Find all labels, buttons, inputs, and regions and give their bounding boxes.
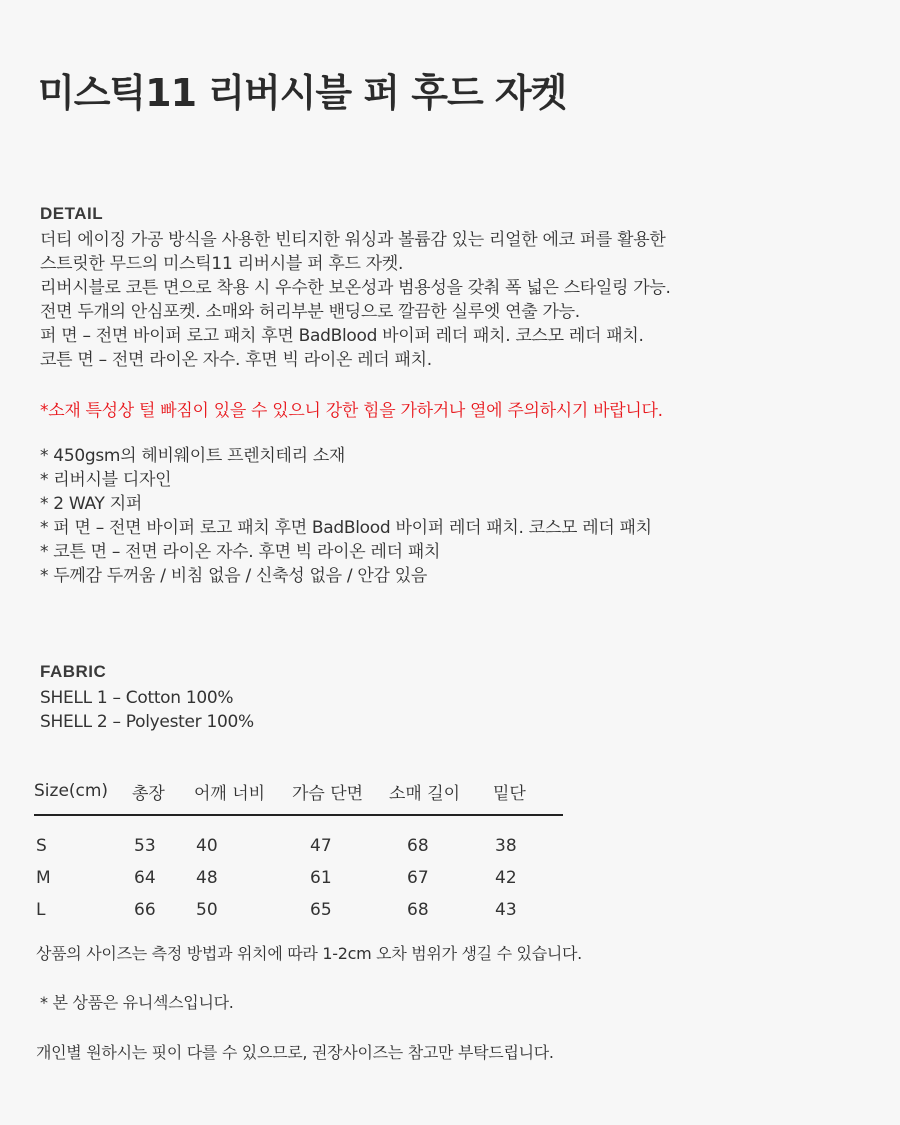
measurement-note: 상품의 사이즈는 측정 방법과 위치에 따라 1-2cm 오차 범위가 생길 수 있습니다.	[36, 944, 582, 963]
table-cell: M	[36, 868, 51, 888]
detail-line: 전면 두개의 안심포켓. 소매와 허리부분 밴딩으로 깔끔한 실루엣 연출 가능.	[40, 302, 580, 322]
size-table	[34, 778, 563, 926]
feature-item: * 450gsm의 헤비웨이트 프렌치테리 소재	[40, 446, 346, 466]
table-cell: 40	[196, 836, 218, 856]
fabric-heading: FABRIC	[40, 662, 107, 681]
fit-note: 개인별 원하시는 핏이 다를 수 있으므로, 권장사이즈는 참고만 부탁드립니다.	[36, 1043, 554, 1062]
table-cell: 48	[196, 868, 218, 888]
table-cell: 68	[407, 836, 429, 856]
table-cell: 50	[196, 900, 218, 920]
header-length: 총장	[132, 783, 165, 804]
detail-line: 더티 에이징 가공 방식을 사용한 빈티지한 워싱과 볼륨감 있는 리얼한 에코 퍼를 활용한	[40, 230, 666, 250]
table-cell: 43	[495, 900, 517, 920]
header-chest: 가슴 단면	[292, 783, 364, 804]
table-row	[34, 862, 563, 894]
size-table-header	[34, 778, 563, 815]
fabric-composition	[40, 686, 254, 734]
table-cell: 42	[495, 868, 517, 888]
unisex-note: * 본 상품은 유니섹스입니다.	[40, 993, 234, 1012]
table-cell: 38	[495, 836, 517, 856]
header-sleeve: 소매 길이	[389, 783, 461, 804]
detail-line: 퍼 면 – 전면 바이퍼 로고 패치 후면 BadBlood 바이퍼 레더 패치. 코스모 레더 패치.	[40, 326, 644, 346]
feature-item: * 퍼 면 – 전면 바이퍼 로고 패치 후면 BadBlood 바이퍼 레더 패치. 코스모 레더 패치	[40, 518, 652, 538]
header-hem: 밑단	[493, 783, 526, 804]
feature-list	[40, 444, 652, 588]
detail-line: 스트릿한 무드의 미스틱11 리버시블 퍼 후드 자켓.	[40, 254, 404, 274]
detail-line: 코튼 면 – 전면 라이온 자수. 후면 빅 라이온 레더 패치.	[40, 350, 432, 370]
table-row	[34, 894, 563, 926]
table-cell: 66	[134, 900, 156, 920]
table-cell: 47	[310, 836, 332, 856]
feature-item: * 두께감 두꺼움 / 비침 없음 / 신축성 없음 / 안감 있음	[40, 566, 427, 586]
table-cell: 68	[407, 900, 429, 920]
table-cell: 67	[407, 868, 429, 888]
detail-description	[40, 228, 671, 372]
fabric-line: SHELL 1 – Cotton 100%	[40, 688, 234, 708]
table-cell: 65	[310, 900, 332, 920]
care-warning: *소재 특성상 털 빠짐이 있을 수 있으니 강한 힘을 가하거나 열에 주의하시기 바랍니다.	[40, 401, 663, 421]
header-size: Size(cm)	[34, 781, 109, 801]
table-cell: S	[36, 836, 47, 856]
header-shoulder: 어깨 너비	[194, 783, 266, 804]
table-cell: 64	[134, 868, 156, 888]
table-cell: L	[36, 900, 46, 920]
feature-item: * 리버시블 디자인	[40, 470, 172, 490]
detail-heading: DETAIL	[40, 204, 104, 223]
detail-line: 리버시블로 코튼 면으로 착용 시 우수한 보온성과 범용성을 갖춰 폭 넓은 스타일링 가능.	[40, 278, 671, 298]
feature-item: * 2 WAY 지퍼	[40, 494, 142, 514]
table-cell: 53	[134, 836, 156, 856]
product-title: 미스틱11 리버시블 퍼 후드 자켓	[38, 71, 567, 115]
table-row	[34, 815, 563, 862]
fabric-line: SHELL 2 – Polyester 100%	[40, 712, 254, 732]
feature-item: * 코튼 면 – 전면 라이온 자수. 후면 빅 라이온 레더 패치	[40, 542, 441, 562]
table-cell: 61	[310, 868, 332, 888]
